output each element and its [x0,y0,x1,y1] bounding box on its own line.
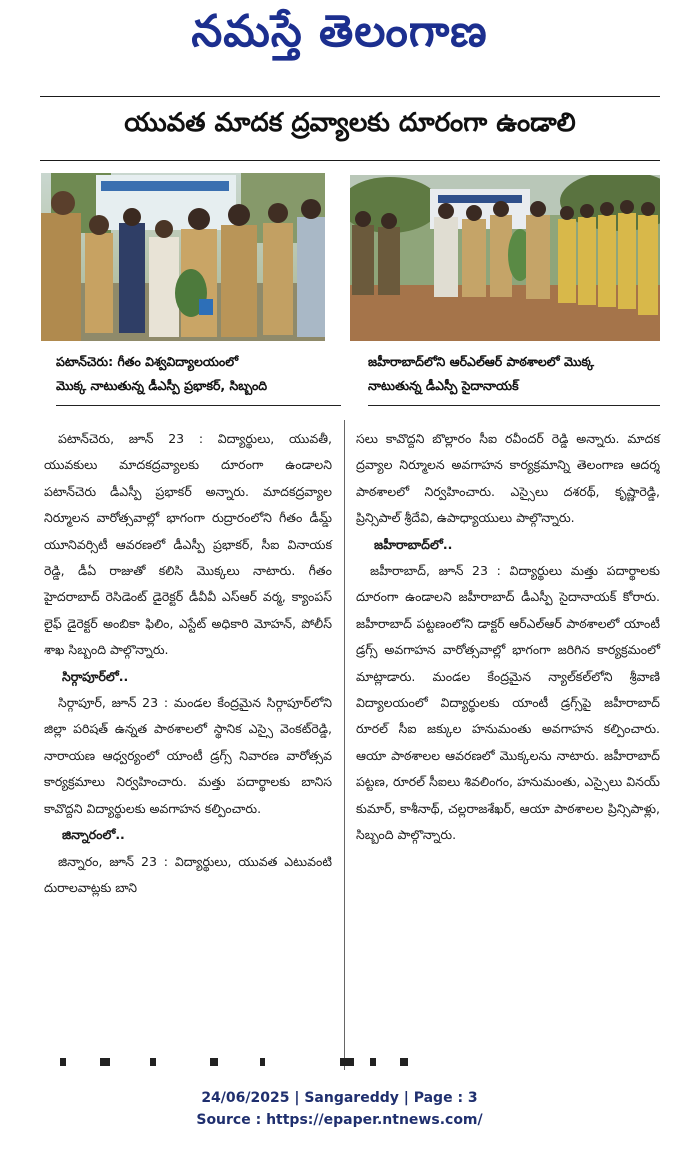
left-photo [41,173,325,341]
newspaper-title: నమస్తే తెలంగాణ [191,6,488,57]
right-photo-image [350,175,660,341]
headline-bottom-rule [40,160,660,161]
article-paragraph: పటాన్‌చెరు, జూన్ 23 : విద్యార్థులు, యువతీ, యువకులు మాదకద్రవ్యాలకు దూరంగా ఉండాలని పటాన్‌చెరు డీఎస్పీ ప్రభాకర్ అన్నారు. మాదకద్రవ్యాల నిర్మూలన వారోత్సవాల్లో భాగంగా రుద్రారంలోని గీతం డీమ్డ్ యూనివర్సిటీ ఆవరణలో డీఎస్పీ ప్రభాకర్, సీఐ వినాయక రెడ్డి, డీఏ రాజుతో కలిసి మొక్కలు నాటారు. గీతం హైదరాబాద్ రెసిడెంట్ డైరెక్టర్ డీవీవీ ఎస్‌ఆర్ వర్మ, క్యాంపస్ లైఫ్ డైరెక్టర్ అంబికా ఫిలిం, ఎస్టేట్ అధికారి మోహన్, పోలీస్ శాఖ సిబ్బంది పాల్గొన్నారు. [44,431,332,658]
footer-date-edition: 24/06/2025 | Sangareddy | Page : 3 [201,1090,478,1106]
masthead [0,0,679,82]
section-subheading: జిన్నారంలో.. [62,827,125,843]
article-paragraph: సిర్గాపూర్, జూన్ 23 : మండల కేంద్రమైన సిర్గాపూర్‌లోని జిల్లా పరిషత్ ఉన్నత పాఠశాలలో స్థానిక ఎస్సై వెంకట్‌రెడ్డి, నారాయణ ఆధ్వర్యంలో యాంటీ డ్రగ్స్ నివారణ వారోత్సవ కార్యక్రమాలు నిర్వహించారు. మత్తు పదార్థాలకు బానిస కావొద్దని విద్యార్థులకు అవగాహన కల్పించారు. [44,695,332,816]
right-caption-rule [368,405,660,406]
right-photo-caption [368,350,660,398]
right-caption-line1: జహీరాబాద్‌లోని ఆర్‌ఎల్‌ఆర్ పాఠశాలలో మొక్క [368,354,595,369]
section-subheading: జహీరాబాద్‌లో.. [374,536,453,552]
left-photo-caption [56,350,341,398]
left-photo-image [41,173,325,341]
article-left-column [44,426,332,901]
left-caption-rule [56,405,341,406]
headline-top-rule [40,96,660,97]
article-right-column [356,426,660,849]
right-photo [350,175,660,341]
article-paragraph: సలు కావొద్దని బొల్లారం సీఐ రవీందర్ రెడ్డి అన్నారు. మాదక ద్రవ్యాల నిర్మూలన అవగాహన కార్యక్రమాన్ని తెలంగాణ ఆదర్శ పాఠశాలలో నిర్వహించారు. ఎస్సైలు దశరథ్, కృష్ణారెడ్డి, ప్రిన్సిపాల్ శ్రీదేవి, ఉపాధ్యాయులు పాల్గొన్నారు. [356,431,660,526]
column-divider [344,420,345,1070]
left-caption-line1: పటాన్‌చెరు: గీతం విశ్వవిద్యాలయంలో [56,354,239,369]
article-paragraph: జహీరాబాద్, జూన్ 23 : విద్యార్థులు మత్తు పదార్థాలకు దూరంగా ఉండాలని జహీరాబాద్ డీఎస్పీ సైదానాయక్ కోరారు. జహీరాబాద్ పట్టణంలోని డాక్టర్ ఆర్‌ఎల్‌ఆర్ పాఠశాలలో యాంటీ డ్రగ్స్ అవగాహన వారోత్సవాల్లో భాగంగా జరిగిన కార్యక్రమంలో మాట్లాడారు. మండల కేంద్రమైన న్యాల్‌కల్‌లోని శ్రీవాణి విద్యాలయంలో విద్యార్థులకు యాంటీ డ్రగ్స్‌పై జహీరాబాద్ రూరల్ సీఐ జక్కుల హనుమంతు అవగాహన కల్పించారు. ఆయా పాఠశాలల ఆవరణలో మొక్కలను నాటారు. జహీరాబాద్ పట్టణ, రూరల్ సీఐలు శివలింగం, హనుమంతు, ఎస్సైలు వినయ్ కుమార్, కాశీనాథ్, చల్లరాజశేఖర్, ఆయా పాఠశాలల ప్రిన్సిపాళ్లు, సిబ్బంది పాల్గొన్నారు. [356,563,660,843]
left-caption-line2: మొక్క నాటుతున్న డీఎస్పీ ప్రభాకర్, సిబ్బంది [56,378,268,393]
section-subheading: సిర్గాపూర్‌లో.. [62,668,129,684]
footer-source: Source : https://epaper.ntnews.com/ [196,1112,483,1128]
article-headline: యువత మాదక ద్రవ్యాలకు దూరంగా ఉండాలి [124,108,576,138]
article-paragraph: జిన్నారం, జూన్ 23 : విద్యార్థులు, యువత ఎటువంటి దురాలవాట్లకు బాని [44,853,332,895]
page-cut-edge [40,1058,660,1066]
right-caption-line2: నాటుతున్న డీఎస్పీ సైదానాయక్ [368,378,519,393]
